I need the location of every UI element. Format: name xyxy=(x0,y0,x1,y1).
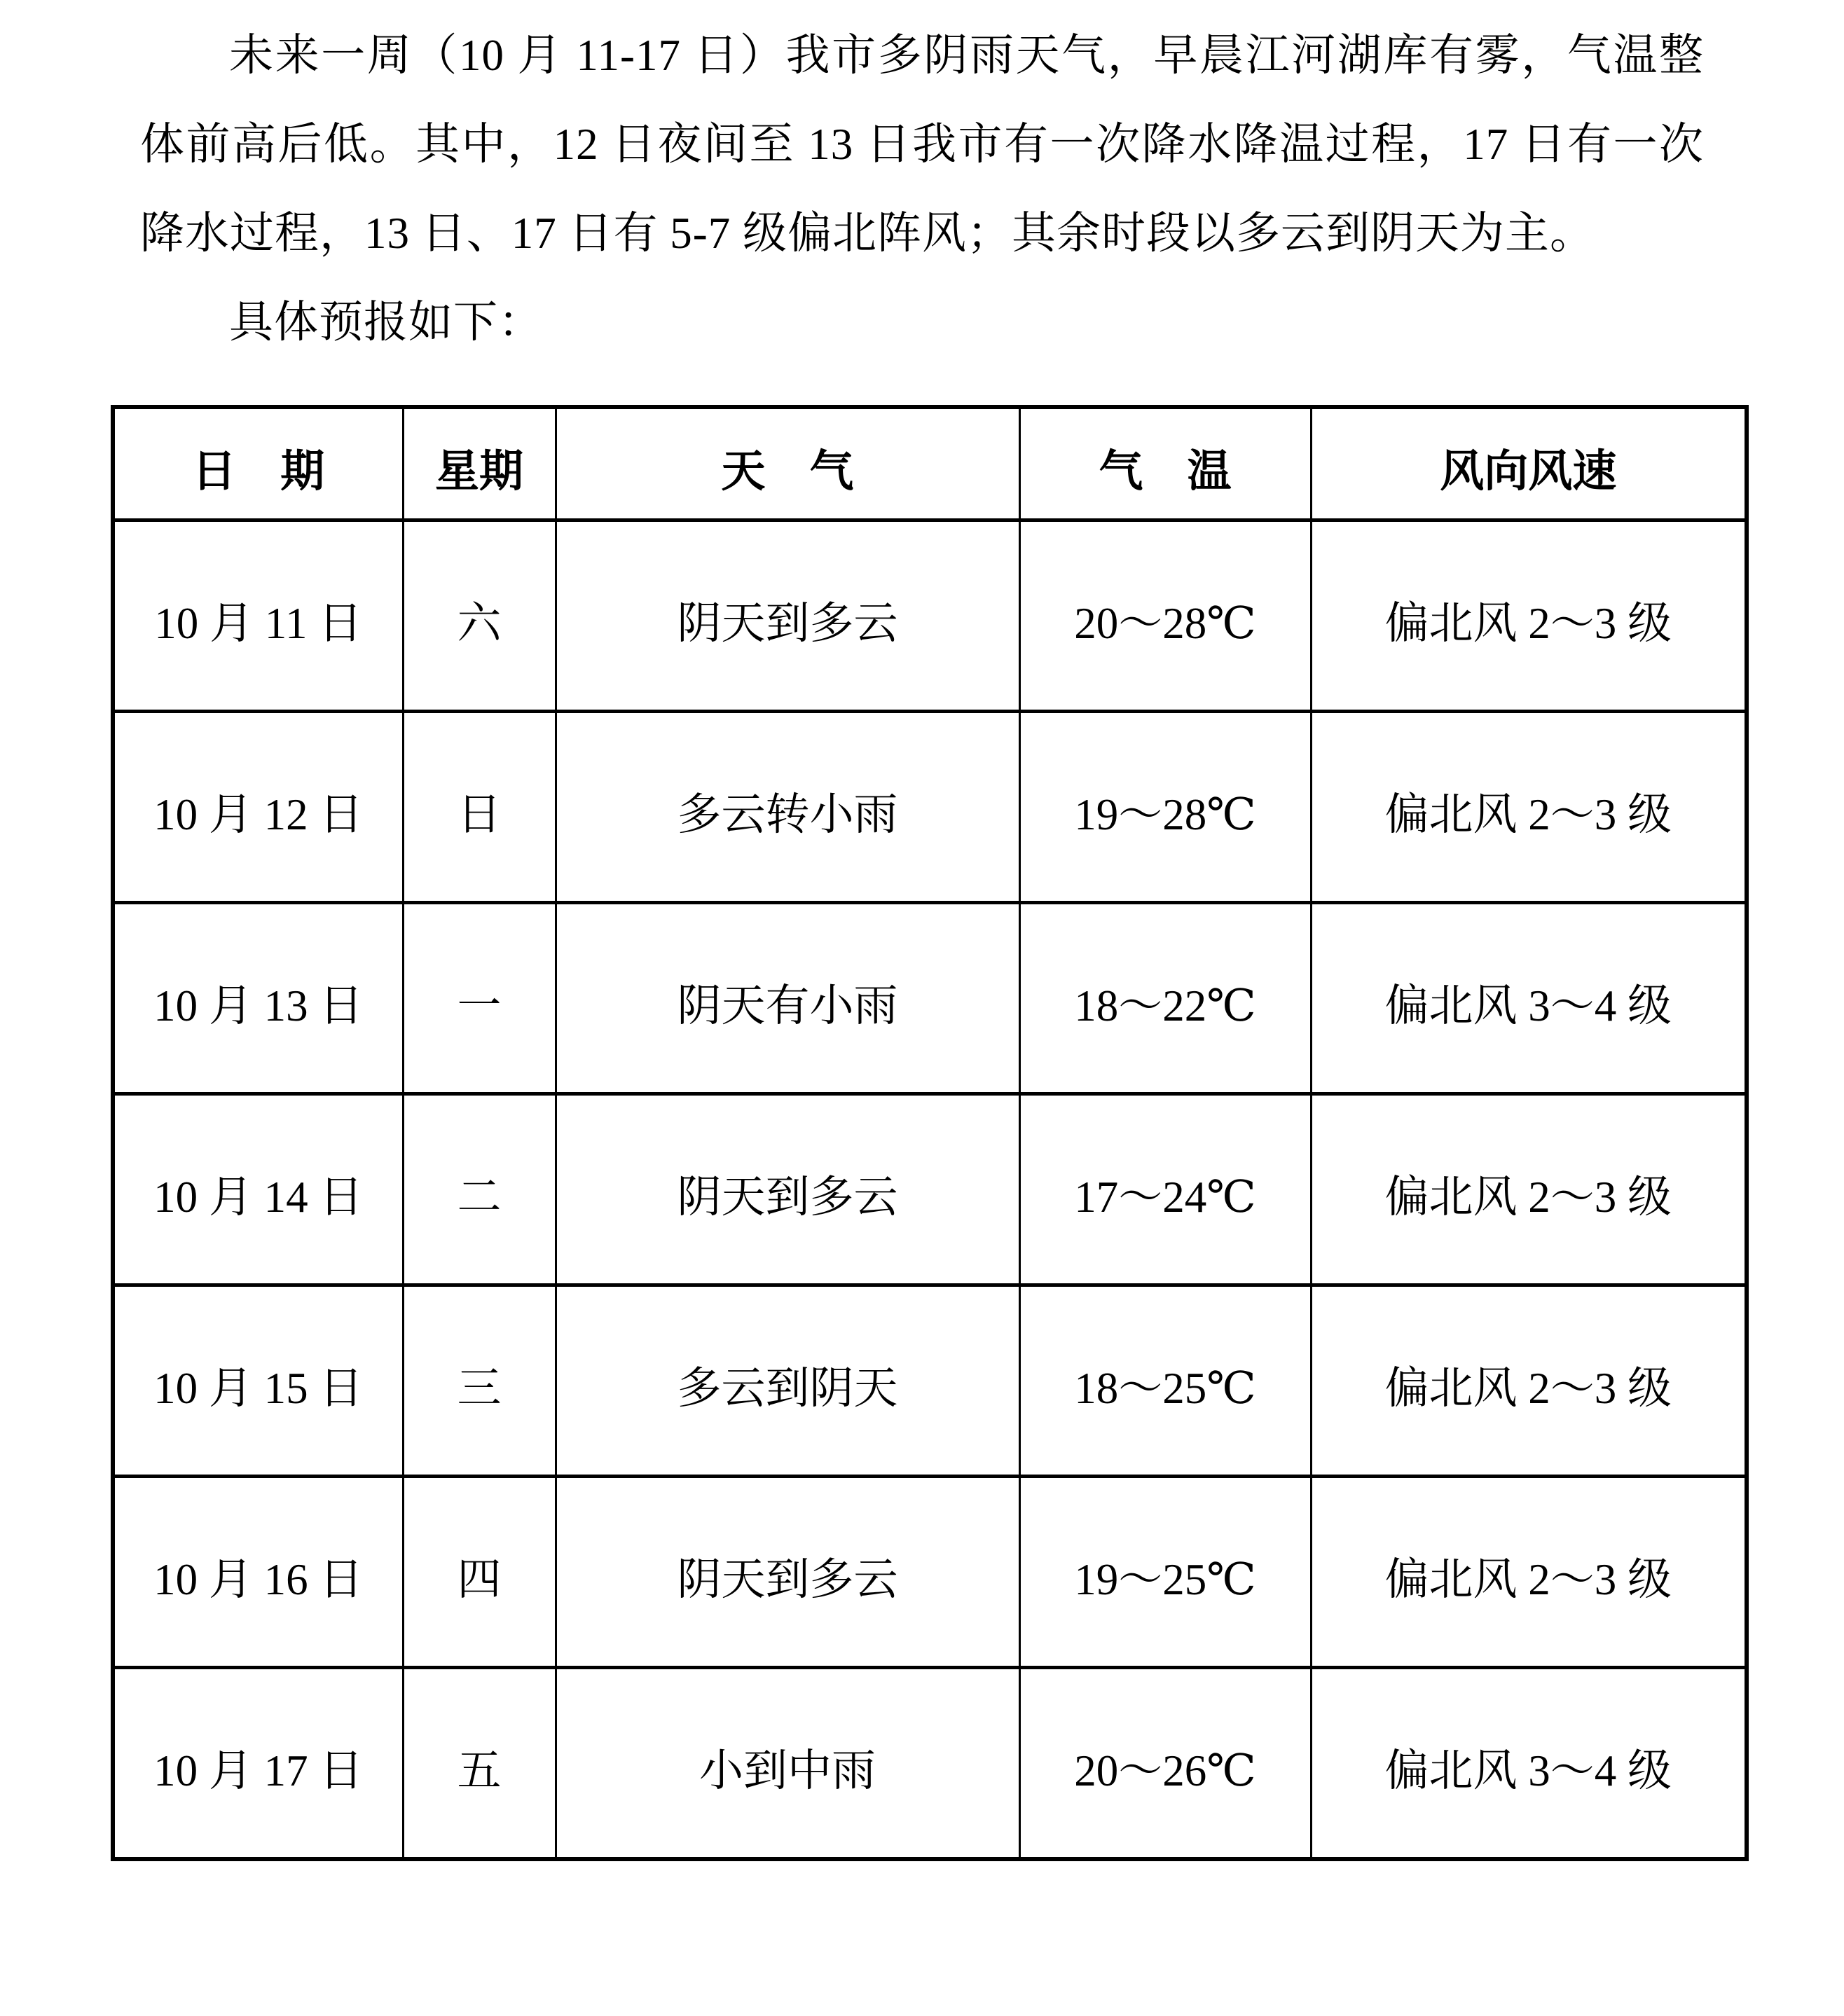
date-cell: 10 月 13 日 xyxy=(113,903,403,1094)
weather-cell: 阴天有小雨 xyxy=(556,903,1019,1094)
header-cell-temperature: 气 温 xyxy=(1019,407,1311,520)
temperature-cell: 17～24℃ xyxy=(1019,1094,1311,1285)
temperature-cell: 20～28℃ xyxy=(1019,520,1311,712)
weather-cell: 阴天到多云 xyxy=(556,1094,1019,1285)
date-cell: 10 月 15 日 xyxy=(113,1285,403,1477)
table-header-row xyxy=(113,407,1747,520)
wind-cell: 偏北风 2～3 级 xyxy=(1311,712,1747,903)
wind-cell: 偏北风 2～3 级 xyxy=(1311,520,1747,712)
forecast-summary-paragraph: 未来一周（10 月 11-17 日）我市多阴雨天气，早晨江河湖库有雾，气温整体前高后低。其中，12 日夜间至 13 日我市有一次降水降温过程，17 日有一次降水过程，13 日、17 日有 5-7 级偏北阵风；其余时段以多云到阴天为主。 xyxy=(140,31,1705,258)
table-row xyxy=(113,903,1747,1094)
weekday-cell: 四 xyxy=(403,1477,556,1668)
weather-cell: 阴天到多云 xyxy=(556,1477,1019,1668)
date-cell: 10 月 17 日 xyxy=(113,1668,403,1860)
weekday-cell: 日 xyxy=(403,712,556,903)
weather-cell: 阴天到多云 xyxy=(556,520,1019,712)
weekday-cell: 六 xyxy=(403,520,556,712)
weekday-cell: 三 xyxy=(403,1285,556,1477)
wind-cell: 偏北风 2～3 级 xyxy=(1311,1094,1747,1285)
temperature-cell: 18～25℃ xyxy=(1019,1285,1311,1477)
wind-cell: 偏北风 2～3 级 xyxy=(1311,1477,1747,1668)
wind-cell: 偏北风 3～4 级 xyxy=(1311,903,1747,1094)
wind-cell: 偏北风 3～4 级 xyxy=(1311,1668,1747,1860)
forecast-intro-line: 具体预报如下： xyxy=(229,298,543,347)
weekday-cell: 二 xyxy=(403,1094,556,1285)
temperature-cell: 18～22℃ xyxy=(1019,903,1311,1094)
header-cell-weekday: 星期 xyxy=(403,407,556,520)
date-cell: 10 月 11 日 xyxy=(113,520,403,712)
wind-cell: 偏北风 2～3 级 xyxy=(1311,1285,1747,1477)
temperature-cell: 19～28℃ xyxy=(1019,712,1311,903)
date-cell: 10 月 16 日 xyxy=(113,1477,403,1668)
table-row xyxy=(113,1285,1747,1477)
table-row xyxy=(113,1668,1747,1860)
temperature-cell: 19～25℃ xyxy=(1019,1477,1311,1668)
header-cell-date: 日 期 xyxy=(113,407,403,520)
forecast-table xyxy=(111,405,1749,1861)
header-cell-weather: 天 气 xyxy=(556,407,1019,520)
weather-cell: 小到中雨 xyxy=(556,1668,1019,1860)
table-row xyxy=(113,1477,1747,1668)
weather-cell: 多云转小雨 xyxy=(556,712,1019,903)
date-cell: 10 月 14 日 xyxy=(113,1094,403,1285)
table-row xyxy=(113,1094,1747,1285)
temperature-cell: 20～26℃ xyxy=(1019,1668,1311,1860)
header-cell-wind: 风向风速 xyxy=(1311,407,1747,520)
weekday-cell: 五 xyxy=(403,1668,556,1860)
table-row xyxy=(113,520,1747,712)
date-cell: 10 月 12 日 xyxy=(113,712,403,903)
weekday-cell: 一 xyxy=(403,903,556,1094)
table-row xyxy=(113,712,1747,903)
weather-cell: 多云到阴天 xyxy=(556,1285,1019,1477)
